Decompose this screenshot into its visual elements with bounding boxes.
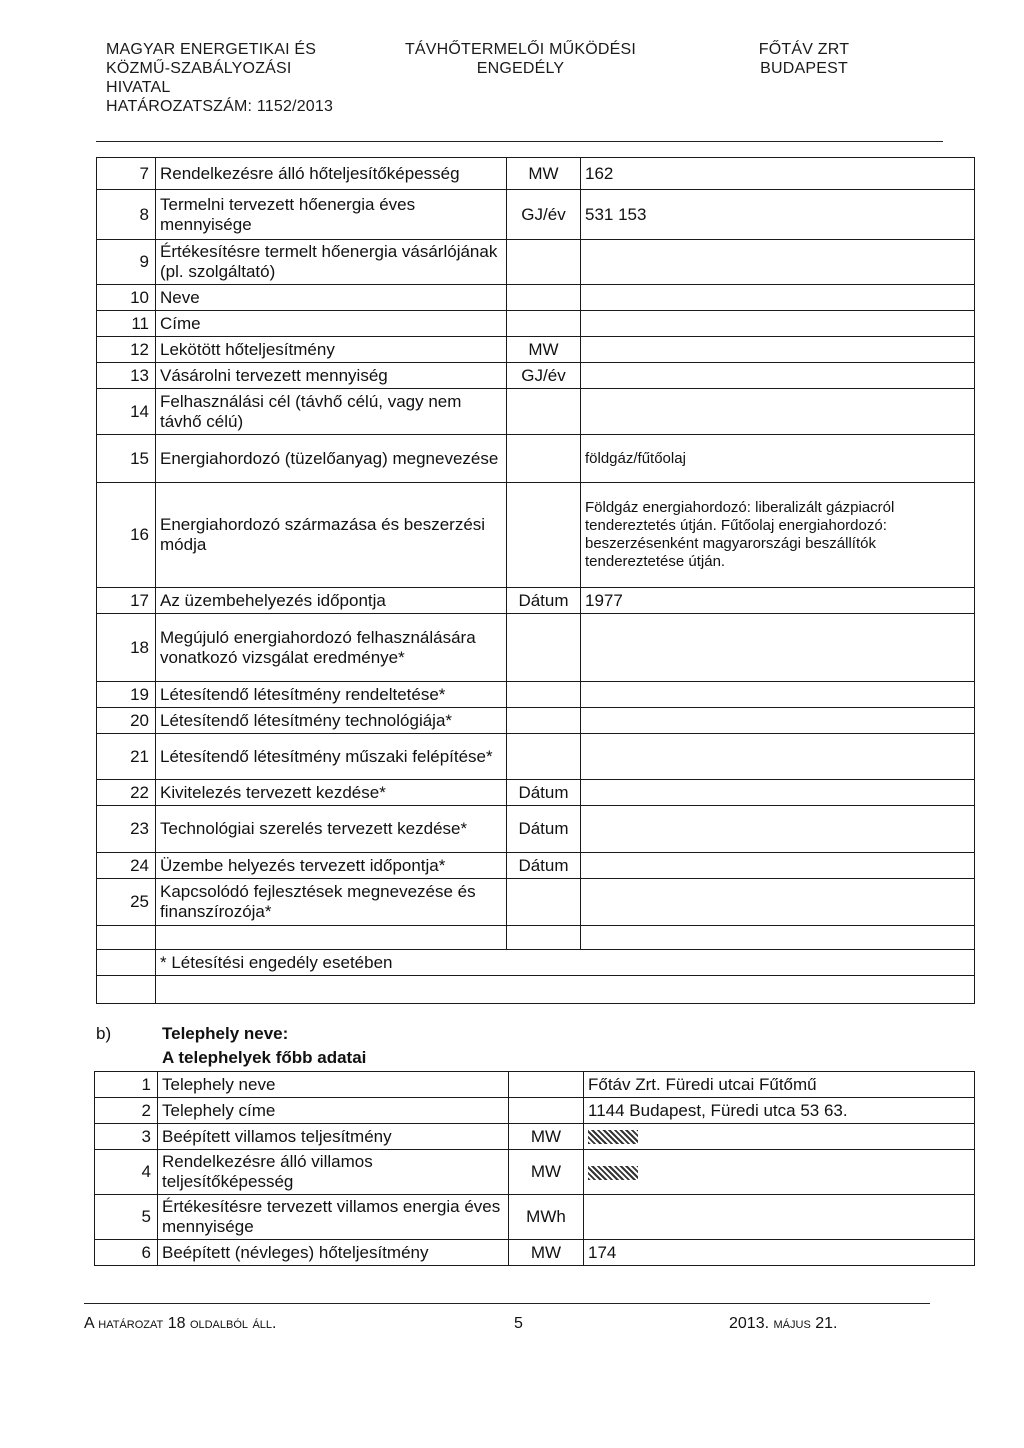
row-unit xyxy=(507,389,581,435)
row-description: Energiahordozó (tüzelőanyag) megnevezése xyxy=(156,435,507,483)
row-value: 174 xyxy=(584,1240,975,1266)
empty-cell xyxy=(97,926,156,950)
row-value xyxy=(581,734,975,780)
table-row xyxy=(97,682,975,708)
header-company-line: BUDAPEST xyxy=(760,60,848,77)
row-unit xyxy=(507,240,581,285)
row-value xyxy=(584,1124,975,1150)
table-row xyxy=(97,285,975,311)
row-number: 9 xyxy=(97,240,156,285)
header-doc-line: TÁVHŐTERMELŐI MŰKÖDÉSI xyxy=(404,41,637,58)
row-value: 1977 xyxy=(581,588,975,614)
row-unit xyxy=(507,614,581,682)
row-unit: MW xyxy=(509,1240,584,1266)
stamp-mark-icon xyxy=(588,1166,638,1180)
row-number: 25 xyxy=(97,879,156,926)
row-number: 6 xyxy=(95,1240,158,1266)
row-value xyxy=(581,708,975,734)
table-row xyxy=(97,588,975,614)
row-number: 17 xyxy=(97,588,156,614)
empty-cell xyxy=(156,926,507,950)
row-value xyxy=(581,285,975,311)
row-description: Kapcsolódó fejlesztések megnevezése és finanszírozója* xyxy=(156,879,507,926)
row-unit xyxy=(509,1072,584,1098)
row-number: 8 xyxy=(97,190,156,240)
row-description: Felhasználási cél (távhő célú, vagy nem távhő célú) xyxy=(156,389,507,435)
row-value xyxy=(581,853,975,879)
row-value: 162 xyxy=(581,158,975,190)
row-description: Rendelkezésre álló hőteljesítőképesség xyxy=(156,158,507,190)
table-row xyxy=(95,1124,975,1150)
row-description: Megújuló energiahordozó felhasználására vonatkozó vizsgálat eredménye* xyxy=(156,614,507,682)
table-row xyxy=(97,708,975,734)
row-description: Vásárolni tervezett mennyiség xyxy=(156,363,507,389)
footnote-row xyxy=(97,950,975,976)
header-authority-line: HIVATAL xyxy=(106,79,171,96)
table-row xyxy=(97,240,975,285)
row-number: 13 xyxy=(97,363,156,389)
row-value xyxy=(581,614,975,682)
row-description: Kivitelezés tervezett kezdése* xyxy=(156,780,507,806)
empty-cell xyxy=(581,926,975,950)
row-description: Értékesítésre termelt hőenergia vásárlójának (pl. szolgáltató) xyxy=(156,240,507,285)
site-data-subheading: A telephelyek főbb adatai xyxy=(162,1048,367,1067)
table-row xyxy=(97,976,975,1004)
header-authority-line: KÖZMŰ-SZABÁLYOZÁSI xyxy=(106,60,292,77)
table-row xyxy=(97,158,975,190)
row-description: Lekötött hőteljesítmény xyxy=(156,337,507,363)
row-value: földgáz/fűtőolaj xyxy=(581,435,975,483)
section-letter: b) xyxy=(96,1024,112,1043)
row-number: 22 xyxy=(97,780,156,806)
table-row xyxy=(97,853,975,879)
table-row xyxy=(95,1072,975,1098)
row-number: 4 xyxy=(95,1150,158,1195)
table-row xyxy=(97,190,975,240)
table-row xyxy=(95,1195,975,1240)
table-row xyxy=(97,311,975,337)
row-value xyxy=(581,780,975,806)
footer-text: oldalból áll. xyxy=(189,1315,277,1332)
plant-data-table xyxy=(96,157,975,1004)
row-unit xyxy=(507,435,581,483)
row-number: 3 xyxy=(95,1124,158,1150)
row-unit xyxy=(507,879,581,926)
row-unit: Dátum xyxy=(507,780,581,806)
footer-date-day: 21. xyxy=(815,1315,838,1332)
row-number: 15 xyxy=(97,435,156,483)
table-row xyxy=(97,389,975,435)
row-number: 2 xyxy=(95,1098,158,1124)
row-number: 11 xyxy=(97,311,156,337)
header-company xyxy=(744,40,864,78)
table-row xyxy=(95,1098,975,1124)
row-unit xyxy=(507,311,581,337)
header-authority-line: MAGYAR ENERGETIKAI ÉS xyxy=(106,41,317,58)
footer-page-total: 18 xyxy=(167,1315,186,1332)
row-number: 24 xyxy=(97,853,156,879)
table-row xyxy=(97,363,975,389)
footer-page-count xyxy=(84,1314,276,1334)
row-description: Energiahordozó származása és beszerzési módja xyxy=(156,483,507,588)
row-value xyxy=(584,1150,975,1195)
row-description: Létesítendő létesítmény rendeltetése* xyxy=(156,682,507,708)
row-description: Neve xyxy=(156,285,507,311)
row-value xyxy=(581,682,975,708)
row-number: 10 xyxy=(97,285,156,311)
row-unit: MW xyxy=(507,337,581,363)
table-row xyxy=(97,926,975,950)
site-data-table xyxy=(94,1071,975,1266)
row-description: Beépített (névleges) hőteljesítmény xyxy=(158,1240,509,1266)
table-row xyxy=(95,1240,975,1266)
row-unit: MW xyxy=(509,1150,584,1195)
table-row xyxy=(97,780,975,806)
table-row xyxy=(97,435,975,483)
table-row xyxy=(95,1150,975,1195)
row-description: Címe xyxy=(156,311,507,337)
table-row xyxy=(97,734,975,780)
table-row xyxy=(97,337,975,363)
table-row xyxy=(97,614,975,682)
row-unit: Dátum xyxy=(507,588,581,614)
footer-text: határozat xyxy=(98,1315,164,1332)
footer-text: A xyxy=(84,1315,94,1332)
row-description: Értékesítésre tervezett villamos energia éves mennyisége xyxy=(158,1195,509,1240)
row-number: 14 xyxy=(97,389,156,435)
row-unit xyxy=(507,483,581,588)
page-number: 5 xyxy=(514,1315,523,1332)
row-value xyxy=(581,240,975,285)
row-unit: GJ/év xyxy=(507,190,581,240)
row-value xyxy=(581,363,975,389)
header-authority xyxy=(106,40,333,116)
row-unit: MW xyxy=(507,158,581,190)
row-description: Telephely címe xyxy=(158,1098,509,1124)
empty-cell xyxy=(156,976,975,1004)
row-number: 1 xyxy=(95,1072,158,1098)
table-row xyxy=(97,806,975,853)
row-description: Az üzembehelyezés időpontja xyxy=(156,588,507,614)
row-unit xyxy=(509,1098,584,1124)
row-number: 18 xyxy=(97,614,156,682)
row-description: Üzembe helyezés tervezett időpontja* xyxy=(156,853,507,879)
header-company-line: FŐTÁV ZRT xyxy=(758,41,850,58)
row-value xyxy=(581,389,975,435)
row-number: 23 xyxy=(97,806,156,853)
row-value xyxy=(581,337,975,363)
row-description: Beépített villamos teljesítmény xyxy=(158,1124,509,1150)
row-value: 1144 Budapest, Füredi utca 53 63. xyxy=(584,1098,975,1124)
site-name-heading: Telephely neve: xyxy=(162,1024,289,1043)
header-doc-line: ENGEDÉLY xyxy=(476,60,565,77)
footer-date xyxy=(729,1314,837,1334)
header-document-type xyxy=(398,40,643,78)
row-unit: Dátum xyxy=(507,853,581,879)
row-number: 19 xyxy=(97,682,156,708)
row-value xyxy=(581,311,975,337)
table-row xyxy=(97,879,975,926)
row-number: 12 xyxy=(97,337,156,363)
row-number: 5 xyxy=(95,1195,158,1240)
row-number: 16 xyxy=(97,483,156,588)
row-number: 21 xyxy=(97,734,156,780)
row-unit xyxy=(507,708,581,734)
row-value: Földgáz energiahordozó: liberalizált gázpiacról tendereztetés útján. Fűtőolaj energiahordozó: beszerzésenként magyarországi beszállítók tendereztetése útján. xyxy=(581,483,975,588)
table-row xyxy=(97,483,975,588)
row-unit: Dátum xyxy=(507,806,581,853)
row-description: Létesítendő létesítmény műszaki felépítése* xyxy=(156,734,507,780)
footer-date-month: május xyxy=(773,1315,811,1332)
row-value xyxy=(581,806,975,853)
footnote: * Létesítési engedély esetében xyxy=(156,950,975,976)
row-unit: MW xyxy=(509,1124,584,1150)
row-description: Technológiai szerelés tervezett kezdése* xyxy=(156,806,507,853)
footer-divider xyxy=(84,1303,930,1304)
row-value xyxy=(581,879,975,926)
empty-cell xyxy=(97,950,156,976)
stamp-mark-icon xyxy=(588,1130,638,1144)
empty-cell xyxy=(97,976,156,1004)
row-unit: GJ/év xyxy=(507,363,581,389)
row-description: Telephely neve xyxy=(158,1072,509,1098)
header-decision-number: HATÁROZATSZÁM: 1152/2013 xyxy=(106,98,334,115)
row-unit xyxy=(507,682,581,708)
footer-date-year: 2013. xyxy=(729,1315,770,1332)
row-value: Főtáv Zrt. Füredi utcai Fűtőmű xyxy=(584,1072,975,1098)
row-unit: MWh xyxy=(509,1195,584,1240)
empty-cell xyxy=(507,926,581,950)
row-number: 7 xyxy=(97,158,156,190)
row-number: 20 xyxy=(97,708,156,734)
row-description: Termelni tervezett hőenergia éves mennyisége xyxy=(156,190,507,240)
row-value: 531 153 xyxy=(581,190,975,240)
row-description: Létesítendő létesítmény technológiája* xyxy=(156,708,507,734)
row-value xyxy=(584,1195,975,1240)
row-description: Rendelkezésre álló villamos teljesítőképesség xyxy=(158,1150,509,1195)
header-divider xyxy=(96,141,943,142)
row-unit xyxy=(507,285,581,311)
row-unit xyxy=(507,734,581,780)
